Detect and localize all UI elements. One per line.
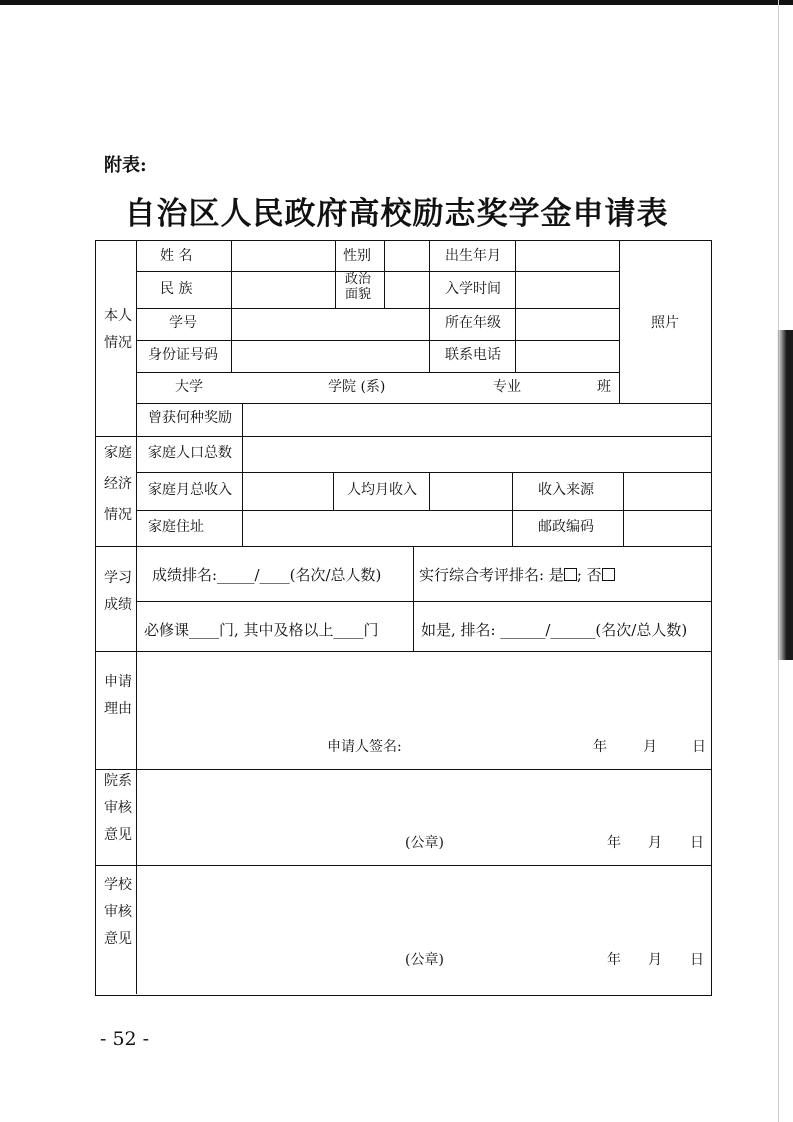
grid-line: [335, 240, 336, 308]
grid-line: [242, 403, 243, 436]
monthly-income-label: 家庭月总收入: [148, 482, 232, 498]
grid-line: [136, 372, 619, 373]
student-id-label: 学号: [169, 315, 197, 331]
grid-line: [242, 436, 243, 546]
grid-line: [136, 308, 619, 309]
gender-label: 性别: [343, 248, 371, 264]
political-status-label: 政治 面貌: [345, 272, 372, 302]
grid-line: [515, 240, 516, 372]
major-label: 专业: [493, 379, 521, 395]
section-divider: [95, 651, 712, 652]
awards-label: 曾获何种奖励: [148, 410, 232, 426]
section-divider: [95, 436, 712, 437]
grid-line: [429, 240, 430, 372]
grid-line: [136, 403, 712, 404]
school-month: 月: [648, 952, 662, 968]
required-courses-text: 必修课____门, 其中及格以上____门: [144, 621, 379, 639]
checkbox-yes[interactable]: [564, 568, 577, 581]
reason-month: 月: [643, 739, 657, 755]
scan-edge-shadow: [777, 330, 793, 660]
grid-line: [136, 340, 619, 341]
grid-line: [429, 472, 430, 510]
department-month: 月: [648, 835, 662, 851]
label-column-line: [136, 240, 137, 994]
applicant-signature-label: 申请人签名:: [327, 739, 402, 755]
reason-year: 年: [593, 739, 607, 755]
class-label: 班: [597, 379, 611, 395]
grid-line: [231, 240, 232, 372]
university-label: 大学: [175, 379, 203, 395]
grade-label: 所在年级: [445, 315, 501, 331]
photo-box-line: [619, 240, 620, 403]
grid-line: [136, 510, 712, 511]
section-label-department: 院系 审核 意见: [104, 773, 132, 843]
birth-label: 出生年月: [445, 248, 501, 264]
school-year: 年: [607, 952, 621, 968]
postcode-label: 邮政编码: [538, 519, 594, 535]
address-label: 家庭住址: [148, 519, 204, 535]
grid-line: [136, 472, 712, 473]
if-yes-ranking-text: 如是, 排名: ______/______(名次/总人数): [421, 621, 688, 639]
grid-line: [384, 240, 385, 308]
application-form: [95, 240, 712, 996]
school-seal-label: (公章): [405, 952, 444, 968]
ethnicity-label: 民 族: [160, 281, 193, 297]
income-source-label: 收入来源: [538, 482, 594, 498]
section-label-reason: 申请 理由: [104, 674, 132, 717]
section-divider: [95, 546, 712, 547]
page-number: - 52 -: [100, 1028, 150, 1050]
checkbox-no[interactable]: [602, 568, 615, 581]
grid-line: [413, 546, 414, 651]
grid-line: [333, 472, 334, 510]
section-divider: [95, 769, 712, 770]
grid-line: [136, 271, 619, 272]
per-capita-income-label: 人均月收入: [347, 482, 417, 498]
section-label-school: 学校 审核 意见: [104, 877, 132, 947]
grid-line: [136, 601, 712, 602]
college-label: 学院 (系): [328, 379, 386, 395]
id-card-label: 身份证号码: [148, 347, 218, 363]
school-day: 日: [690, 952, 704, 968]
attachment-label: 附表:: [104, 155, 147, 176]
department-year: 年: [607, 835, 621, 851]
comprehensive-evaluation: 实行综合考评排名: 是 ; 否: [419, 566, 615, 584]
form-title: 自治区人民政府高校励志奖学金申请表: [124, 196, 669, 232]
grid-line: [512, 472, 513, 546]
section-divider: [95, 865, 712, 866]
phone-label: 联系电话: [445, 347, 501, 363]
section-label-personal: 本人 情况: [104, 308, 132, 351]
section-label-family: 家庭 经济 情况: [104, 445, 132, 523]
grid-line: [623, 472, 624, 546]
section-label-study: 学习 成绩: [104, 570, 132, 613]
name-label: 姓 名: [160, 248, 193, 264]
department-day: 日: [690, 835, 704, 851]
page-top-edge: [0, 0, 793, 5]
class-ranking-text: 成绩排名:_____/____(名次/总人数): [152, 566, 382, 584]
enrollment-label: 入学时间: [445, 281, 501, 297]
household-size-label: 家庭人口总数: [148, 445, 232, 461]
department-seal-label: (公章): [405, 835, 444, 851]
photo-label: 照片: [651, 315, 679, 331]
reason-day: 日: [692, 739, 706, 755]
